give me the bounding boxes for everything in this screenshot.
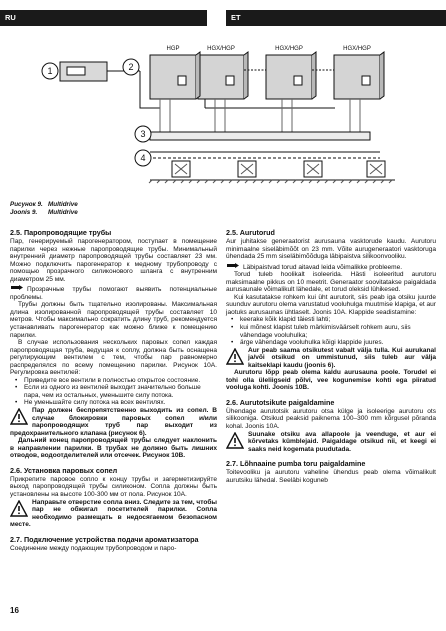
unit-label-2: HGX/HGP <box>207 46 235 52</box>
callout-4: 4 <box>140 153 146 163</box>
ru-section-2-5-title: 2.5. Паропроводящие трубы <box>10 228 112 237</box>
pointing-hand-icon <box>10 283 24 292</box>
ru-s25-paragraph-1: Пар, генерируемый парогенератором, поступает в помещение парилки через нежные паропроводящие трубы. Минимальный внутренний диаметр паропроводящей трубы составляет 23 мм. Можно подключить парогенератор к медному трубопроводу с помощью прозрачного силиконового шланга с внутренним диаметром 25 мм. <box>10 238 217 283</box>
ru-column <box>10 228 217 552</box>
warning-icon <box>226 348 244 365</box>
warning-icon <box>226 432 244 449</box>
pointing-hand-icon <box>226 261 240 270</box>
et-column <box>226 228 436 484</box>
ru-s27-paragraph-1: Соединение между подающим трубопроводом и паро- <box>10 544 177 552</box>
et-s25-hand-note <box>226 261 436 272</box>
callout-3: 3 <box>140 129 146 139</box>
ru-s25-hand-text: Прозрачные трубы помогают выявить потенциальные проблемы. <box>10 286 217 301</box>
warning-icon <box>10 408 28 425</box>
ru-s25-warning-text: Пар должен беспрепятственно выходить из сопел. В случае блокировки паровых сопел и/или паропроводящих труб пар выходит из предохранительного клапана (рисунок 6). <box>10 407 217 437</box>
ru-section-2-7-title: 2.7. Подключение устройства подачи ароматизатора <box>10 534 199 544</box>
caption-et-label: Joonis 9. <box>10 209 38 216</box>
ru-s25-paragraph-2: Трубы должны быть тщательно изолированы. Максимальная длина изолированной паропроводящей трубы составляет 10 метров. Чтобы максимально сократить длину труб, рекомендуется устанавливать парогенератор как можно ближе к помещению парилки. <box>10 301 217 339</box>
et-s26-warning <box>226 431 436 454</box>
et-s26-warning-text: Suunake otsiku ava allapoole ja veenduge, et aur ei kõrvetaks kümblejaid. Paigaldage otsikud nii, et keegi ei saaks neid kogemata puudutada. <box>248 430 436 453</box>
et-s25-warning <box>226 347 436 370</box>
ru-s26-warning-text: Направьте отверстие сопла вниз. Следите за тем, чтобы пар не обжигал посетителей парилки. Сопла необходимо размещать в недосягаемом безопасном месте. <box>10 498 217 529</box>
ru-s26-warning <box>10 499 217 529</box>
et-s27-paragraph-1: Toitevooliku ja aurutoru vaheline ühendus peab olema võimalikult aurutsiku lähedal. Seeläbi koguneb <box>226 469 436 484</box>
caption-ru-label: Рисунок 9. <box>10 201 43 208</box>
ru-s26-paragraph-1: Прикрепите паровое сопло к концу трубы и загерметизируйте выход паропроводящей трубы силиконом. Сопла должны быть установлены на высоте 100-300 мм от пола. Рисунок 10A. <box>10 475 217 498</box>
unit-label-4: HGX/HGP <box>343 46 371 52</box>
et-section-2-7-title: 2.7. Lõhnaaine pumba toru paigaldamine <box>226 459 366 469</box>
et-s25-bold-note: Aurutoru lõpp peab olema kaldu aurusauna poole. Torudel ei tohi olla üleliigseid põlvi, vee kogunemise kohti ega piiratud vooluga kohti. Joonis 10B. <box>226 369 436 392</box>
et-s25-paragraph-1: Aur juhitakse generaatorist aurusauna vasktorude kaudu. Aurutoru minimaalne siseläbimõõt on 23 mm. Võite aurugeneraatori vasktoruga ühendada 25 mm siseläbimõõduga läbipaistva silikoonvooliku. <box>226 238 436 261</box>
caption-ru-text: Multidrive <box>48 201 78 208</box>
list-item: • Приведите все вентили в полностью открытое состояние. <box>24 377 217 385</box>
list-item: • keerake kõik klapid täiesti lahti; <box>240 316 436 324</box>
unit-label-3: HGX/HGP <box>275 46 303 52</box>
list-item: • Если из одного из вентилей выходит значительно больше пара, чем из остальных, уменьшите силу потока. <box>24 384 217 399</box>
list-item: • Не уменьшайте силу потока на всех вентилях. <box>24 399 217 407</box>
et-s25-warning-text: Aur peab saama otsikutest vabalt välja tulla. Kui aurukanal ja/või otsikud on ummistunud, siis tuleb aur välja kaitseklapi kaudu (joonis 6). <box>248 346 436 369</box>
ru-s25-paragraph-3: В случае использования нескольких паровых сопел каждая паропроводящая труба, ведущая к соплу, должна быть оснащена регулирующим вентилем с тем, чтобы пар равномерно распределялся по всему помещению парилки. Рисунок 10A. Регулировка вентилей: <box>10 339 217 377</box>
callout-2: 2 <box>128 62 134 72</box>
et-s25-paragraph-2: Torud tuleb hoolikalt isoleerida. Hästi isoleeritud aurutoru maksimaalne pikkus on 10 meetrit. Generaator soovitatakse paigaldada aurusaunale võimalikult lähedale, et torud oleksid lühikesed. <box>226 271 436 294</box>
et-section-2-5-title: 2.5. Aurutorud <box>226 228 275 237</box>
ru-section-2-6-title: 2.6. Установка паровых сопел <box>10 465 118 475</box>
warning-icon <box>10 500 28 517</box>
list-item: • ärge vähendage vooluhulka kõigi klappide juures. <box>240 339 436 347</box>
et-s25-hand-text: Läbipaistvad torud aitavad leida võimalikke probleeme. <box>243 263 403 271</box>
et-s25-paragraph-3: Kui kasutatakse rohkem kui üht aurutorit, siis peab iga otsiku juurde suunduv aurutoru olema varustatud vooluhulga muutmise klapiga, et aur jaotuks aurusaunas ühtlaselt. Joonis 10A. Klappide seadistamine: <box>226 293 436 316</box>
caption-et-text: Multidrive <box>48 209 78 216</box>
language-tab-et: ET <box>226 10 446 26</box>
et-section-2-6-title: 2.6. Aurutotsikute paigaldamine <box>226 397 335 407</box>
language-tab-ru: RU <box>0 10 207 26</box>
figure-caption <box>10 201 86 217</box>
callout-1: 1 <box>47 66 53 76</box>
ru-s25-bullet-list <box>10 377 217 407</box>
ru-s25-hand-note <box>10 283 217 301</box>
et-s25-bullet-list <box>226 316 436 346</box>
page-number: 16 <box>10 606 19 615</box>
multidrive-figure <box>0 40 446 200</box>
et-s26-paragraph-1: Ühendage aurutotsik aurutoru otsa külge ja isoleerige aurutoru ots silikooniga. Otsikud peaksid paiknema 100–300 mm kõrgusel põranda kohal. Joonis 10A. <box>226 407 436 431</box>
ru-s25-warning <box>10 407 217 437</box>
unit-label-1: HGP <box>166 46 180 52</box>
ru-s25-bold-note: Дальний конец паропроводящей трубы следует наклонить в направлении парилки. В трубах не должно быть лишних отводов, водоотделителей или отсечек. Рисунок 10B. <box>10 437 217 460</box>
list-item: • kui mõnest klapist tuleb märkimisväärselt rohkem auru, siis vähendage vooluhulka; <box>240 324 436 339</box>
